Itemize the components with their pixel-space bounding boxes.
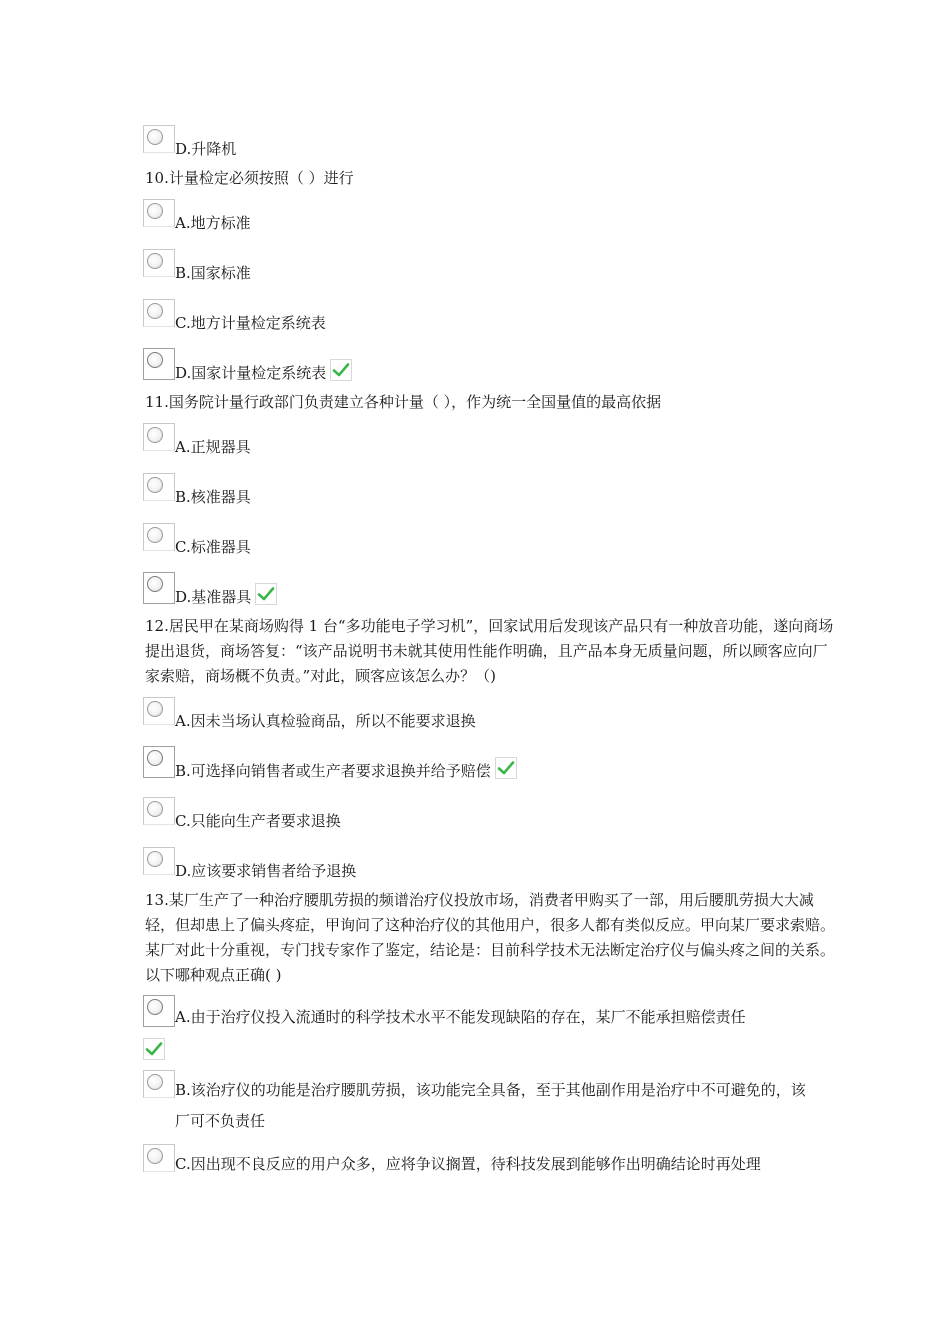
- q12-option-a[interactable]: [143, 697, 843, 737]
- q11-option-d[interactable]: [143, 572, 843, 612]
- radio-frame[interactable]: [143, 1070, 175, 1098]
- option-label: C.地方计量检定系统表: [175, 314, 326, 332]
- option-label: C.只能向生产者要求退换: [175, 812, 341, 830]
- radio-button[interactable]: [147, 203, 163, 219]
- q13-option-a[interactable]: [143, 995, 843, 1035]
- radio-button[interactable]: [147, 999, 163, 1015]
- radio-button[interactable]: [147, 1074, 163, 1090]
- option-label: A.由于治疗仪投入流通时的科学技术水平不能发现缺陷的存在，某厂不能承担赔偿责任: [175, 1008, 746, 1026]
- q13-option-c[interactable]: [143, 1144, 843, 1214]
- q9-option-d[interactable]: [143, 125, 843, 165]
- q13-option-b[interactable]: [143, 1070, 843, 1140]
- radio-button[interactable]: [147, 303, 163, 319]
- radio-button[interactable]: [147, 576, 163, 592]
- question-stem: 10.计量检定必须按照（ ）进行: [145, 169, 354, 187]
- radio-button[interactable]: [147, 477, 163, 493]
- radio-frame[interactable]: [143, 423, 175, 451]
- radio-button[interactable]: [147, 801, 163, 817]
- correct-check-icon: [495, 757, 517, 779]
- option-label: C.因出现不良反应的用户众多，应将争议搁置，待科技发展到能够作出明确结论时再处理: [175, 1155, 761, 1173]
- radio-frame[interactable]: [143, 697, 175, 725]
- option-label: B.核准器具: [175, 488, 251, 506]
- radio-button[interactable]: [147, 851, 163, 867]
- radio-frame[interactable]: [143, 299, 175, 327]
- radio-button[interactable]: [147, 701, 163, 717]
- option-label: D.升降机: [175, 140, 237, 158]
- radio-frame[interactable]: [143, 1144, 175, 1172]
- radio-frame[interactable]: [143, 746, 175, 778]
- correct-check-icon: [330, 359, 352, 381]
- radio-button[interactable]: [147, 427, 163, 443]
- q10-option-b[interactable]: [143, 249, 843, 289]
- radio-frame[interactable]: [143, 199, 175, 227]
- q10-option-d[interactable]: [143, 348, 843, 388]
- radio-frame[interactable]: [143, 249, 175, 277]
- option-label: A.正规器具: [175, 438, 251, 456]
- radio-frame[interactable]: [143, 473, 175, 501]
- radio-frame[interactable]: [143, 797, 175, 825]
- option-label: B.国家标准: [175, 264, 251, 282]
- option-label: D.应该要求销售者给予退换: [175, 862, 357, 880]
- option-label: A.因未当场认真检验商品，所以不能要求退换: [175, 712, 476, 730]
- option-label-wrap: [175, 757, 517, 781]
- question-stem: 11.国务院计量行政部门负责建立各种计量（ ），作为统一全国量值的最高依据: [145, 393, 662, 411]
- q11-option-a[interactable]: [143, 423, 843, 463]
- radio-frame[interactable]: [143, 125, 175, 153]
- radio-button[interactable]: [147, 750, 163, 766]
- radio-button[interactable]: [147, 129, 163, 145]
- option-label-wrap: [175, 583, 277, 607]
- radio-frame[interactable]: [143, 348, 175, 380]
- q10-option-a[interactable]: [143, 199, 843, 239]
- option-label: D.国家计量检定系统表: [175, 364, 327, 382]
- option-label: B.该治疗仪的功能是治疗腰肌劳损，该功能完全具备，至于其他副作用是治疗中不可避免的，该厂可不负责任: [175, 1081, 806, 1130]
- q12-option-b[interactable]: [143, 746, 843, 786]
- question-stem: 12.居民甲在某商场购得 1 台“多功能电子学习机”，回家试用后发现该产品只有一种放音功能，遂向商场提出退货，商场答复：“该产品说明书未就其使用性能作明确，且产品本身无质量问题，所以顾客应向厂家索赔，商场概不负责。”对此，顾客应该怎么办？（): [145, 617, 834, 685]
- radio-frame[interactable]: [143, 572, 175, 604]
- q11-option-b[interactable]: [143, 473, 843, 513]
- radio-button[interactable]: [147, 352, 163, 368]
- option-label: C.标准器具: [175, 538, 251, 556]
- q11-option-c[interactable]: [143, 523, 843, 563]
- radio-frame[interactable]: [143, 847, 175, 875]
- q12-option-d[interactable]: [143, 847, 843, 887]
- radio-button[interactable]: [147, 1148, 163, 1164]
- option-label: D.基准器具: [175, 588, 252, 606]
- radio-frame[interactable]: [143, 995, 175, 1027]
- q10-option-c[interactable]: [143, 299, 843, 339]
- option-label-wrap: [175, 359, 352, 383]
- radio-frame[interactable]: [143, 523, 175, 551]
- radio-button[interactable]: [147, 527, 163, 543]
- correct-check-icon: [143, 1038, 165, 1060]
- radio-button[interactable]: [147, 253, 163, 269]
- q12-option-c[interactable]: [143, 797, 843, 837]
- correct-check-icon: [255, 583, 277, 605]
- question-stem: 13.某厂生产了一种治疗腰肌劳损的频谱治疗仪投放市场，消费者甲购买了一部，用后腰肌劳损大大减轻，但却患上了偏头疼症，甲询问了这种治疗仪的其他用户，很多人都有类似反应。甲向某厂要求索赔。某厂对此十分重视，专门找专家作了鉴定，结论是：目前科学技术无法断定治疗仪与偏头疼之间的关系。以下哪种观点正确( ): [145, 891, 836, 984]
- option-label: A.地方标准: [175, 214, 251, 232]
- option-label: B.可选择向销售者或生产者要求退换并给予赔偿: [175, 762, 491, 780]
